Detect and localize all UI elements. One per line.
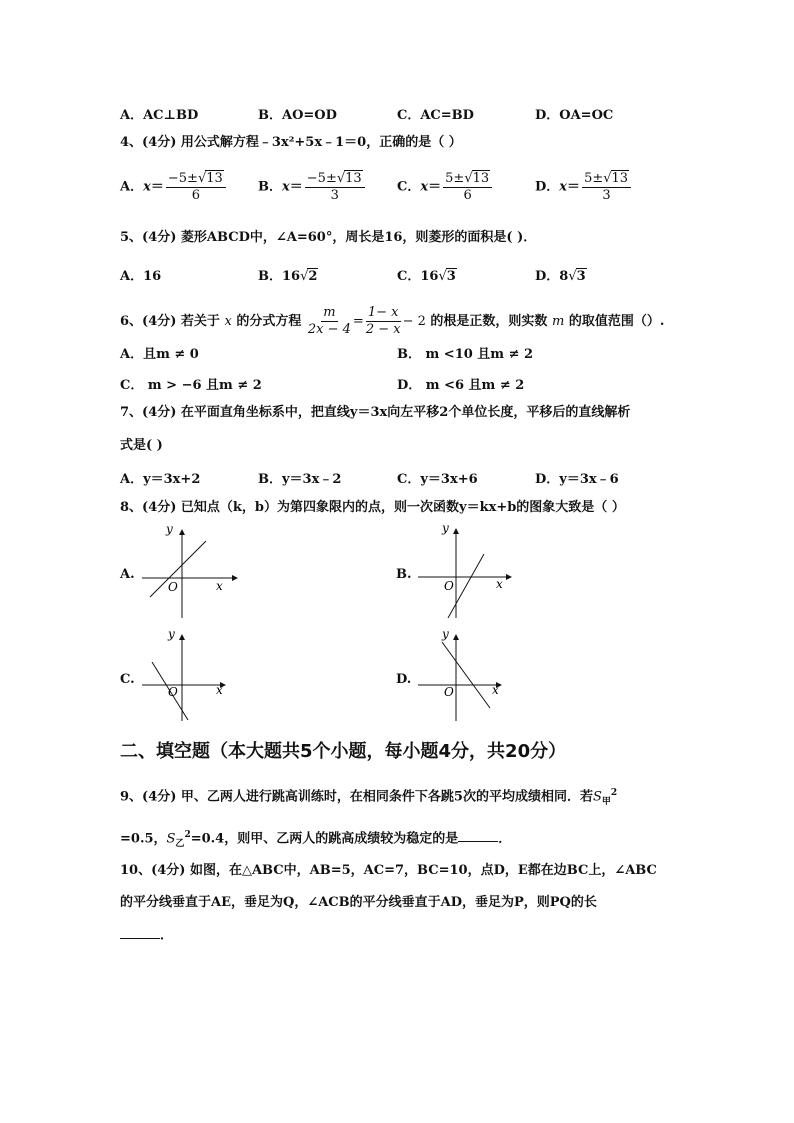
q4-option-a xyxy=(120,170,228,204)
q4-b-eq: ＝ xyxy=(289,179,303,195)
q6-frac1-num: m xyxy=(323,305,336,320)
q9-sub-yi: 乙 xyxy=(175,838,185,849)
q8-graph-b xyxy=(416,522,516,620)
q10-line3 xyxy=(120,926,173,945)
q9-sup-yi: 2 xyxy=(184,830,191,840)
q4-d-var: x xyxy=(559,179,568,195)
q4-c-den: 6 xyxy=(463,188,472,203)
q6-option-c: C． m > −6 且m ≠ 2 xyxy=(120,378,262,393)
q7-option-a: A．y＝3x+2 xyxy=(120,472,201,487)
q4-c-label: C． xyxy=(397,179,421,195)
q8-graph-a xyxy=(140,522,240,620)
q5-stem: 5、(4分) 菱形ABCD中，∠A=60°，周长是16，则菱形的面积是( )． xyxy=(120,230,537,245)
graph-b-y-label: y xyxy=(442,521,449,535)
q4-b-den: 3 xyxy=(330,188,339,203)
q10-end: ． xyxy=(160,928,174,943)
q3-option-a: A．AC⊥BD xyxy=(120,108,199,123)
q10-line1: 10、(4分) 如图，在△ABC中，AB=5，AC=7，BC=10，点D，E都在边BC上，∠ABC xyxy=(120,863,657,878)
graph-b-origin: O xyxy=(444,579,454,593)
q4-c-frac: $\frac{5\pm√13}{6}$ xyxy=(443,170,492,204)
q6-option-a: A．且m ≠ 0 xyxy=(120,347,199,362)
q8-option-a-label: A. xyxy=(120,567,135,582)
q9-s-yi: S xyxy=(166,831,176,847)
q9-sup-jia: 2 xyxy=(610,788,618,798)
q4-a-den: 6 xyxy=(191,188,200,203)
q4-c-eq: ＝ xyxy=(428,179,442,195)
q6-minus2: − 2 xyxy=(402,314,426,329)
q6-option-d: D． m <6 且m ≠ 2 xyxy=(397,378,525,393)
q4-d-den: 3 xyxy=(602,188,611,203)
q4-d-root: 13 xyxy=(611,171,629,186)
q5-c-label: C．16 xyxy=(397,269,439,284)
q3-option-c: C．AC=BD xyxy=(397,108,474,123)
q4-option-d xyxy=(535,170,633,204)
graph-d-origin: O xyxy=(444,685,454,699)
q5-option-a: A．16 xyxy=(120,269,162,284)
q6-stem xyxy=(120,305,664,338)
q7-option-c: C．y＝3x+6 xyxy=(397,472,478,487)
graph-d-y-label: y xyxy=(442,627,449,641)
q6-frac2-den: 2 − x xyxy=(365,322,401,337)
q6-frac1 xyxy=(308,305,351,338)
q6-mid: 的分式方程 xyxy=(236,314,302,329)
q10-answer-blank[interactable] xyxy=(120,926,160,939)
q4-a-root: 13 xyxy=(206,171,223,186)
graph-a-x-label: x xyxy=(216,579,223,593)
graph-a-origin: O xyxy=(168,580,178,594)
q7-option-b: B．y＝3x﹣2 xyxy=(258,472,342,487)
q5-b-label: B．16 xyxy=(258,269,301,284)
q6-frac2 xyxy=(366,305,401,338)
q4-a-frac: $\frac{-5\pm√13}{6}$ xyxy=(166,170,226,204)
section-heading-fill-blank: 二、填空题（本大题共5个小题，每小题4分，共20分） xyxy=(120,741,567,762)
q4-c-num: 5± xyxy=(445,171,465,186)
graph-d-x-label: x xyxy=(492,683,499,697)
q5-d-root: 3 xyxy=(576,269,586,284)
q4-b-frac: $\frac{-5\pm√13}{3}$ xyxy=(305,170,365,204)
q9-sub-jia: 甲 xyxy=(601,796,611,807)
q9-line2-b: =0.4，则甲、乙两人的跳高成绩较为稳定的是 xyxy=(190,831,459,847)
q10-line2: 的平分线垂直于AE，垂足为Q，∠ACB的平分线垂直于AD，垂足为P，则PQ的长 xyxy=(120,895,597,910)
q8-graph-c xyxy=(140,628,240,723)
q8-option-b-label: B. xyxy=(396,567,412,582)
q4-a-eq: ＝ xyxy=(150,179,164,195)
q8-graph-d xyxy=(416,628,516,723)
q9-line2-a: =0.5， xyxy=(120,831,167,847)
q4-d-num: 5± xyxy=(584,171,604,186)
q5-d-label: D．8 xyxy=(535,269,569,284)
q6-eq: = xyxy=(352,314,364,329)
q8-stem: 8、(4分) 已知点（k，b）为第四象限内的点，则一次函数y＝kx+b的图象大致是（ ） xyxy=(120,500,625,515)
q4-c-var: x xyxy=(420,179,429,195)
q5-option-c: C．16√3 xyxy=(397,269,456,284)
q9-end: ． xyxy=(498,831,512,847)
q5-b-root: 2 xyxy=(308,269,318,284)
q9-line1 xyxy=(120,784,617,811)
q4-a-var: x xyxy=(143,179,151,195)
q9-s-jia: S xyxy=(592,789,602,805)
q4-a-num: −5± xyxy=(167,171,198,186)
q5-option-d: D．8√3 xyxy=(535,269,586,284)
q5-option-b: B．16√2 xyxy=(258,269,318,284)
q6-end: 的取值范围（）. xyxy=(568,314,665,329)
q6-prefix: 6、(4分) 若关于 xyxy=(120,314,220,329)
q4-d-frac: $\frac{5\pm√13}{3}$ xyxy=(582,170,631,204)
graph-b-x-label: x xyxy=(496,577,503,591)
q6-frac2-num: 1− x xyxy=(367,305,399,320)
q6-suffix: 的根是正数，则实数 xyxy=(430,314,548,329)
q6-frac1-den: 2x − 4 xyxy=(307,322,351,337)
graph-c-y-label: y xyxy=(168,627,175,641)
q3-option-b: B．AO=OD xyxy=(258,108,337,123)
q6-option-b: B． m <10 且m ≠ 2 xyxy=(397,347,534,362)
q4-b-num: −5± xyxy=(306,171,337,186)
q4-c-root: 13 xyxy=(472,171,490,186)
q4-stem: 4、(4分) 用公式解方程﹣3x²+5x﹣1＝0，正确的是（ ） xyxy=(120,135,462,150)
q3-option-d: D．OA=OC xyxy=(535,108,614,123)
q7-line1: 7、(4分) 在平面直角坐标系中，把直线y＝3x向左平移2个单位长度，平移后的直线解析 xyxy=(120,405,631,420)
q4-option-b xyxy=(258,170,367,204)
q8-option-c-label: C. xyxy=(120,672,135,687)
q9-line1-text: 9、(4分) 甲、乙两人进行跳高训练时，在相同条件下各跳5次的平均成绩相同．若 xyxy=(120,789,593,805)
q4-d-eq: ＝ xyxy=(567,179,581,195)
q4-b-label: B． xyxy=(258,179,282,195)
q6-var-x: x xyxy=(224,314,232,329)
q6-var-m: m xyxy=(551,314,565,329)
q4-a-label: A． xyxy=(120,179,144,195)
q9-answer-blank[interactable] xyxy=(458,829,498,842)
q7-line2: 式是( ) xyxy=(120,438,163,453)
graph-c-origin: O xyxy=(168,685,178,699)
q8-option-d-label: D. xyxy=(396,672,412,687)
graph-a-y-label: y xyxy=(166,522,173,536)
q5-c-root: 3 xyxy=(446,269,456,284)
q7-option-d: D．y＝3x﹣6 xyxy=(535,472,619,487)
graph-c-x-label: x xyxy=(216,683,223,697)
q4-b-var: x xyxy=(282,179,290,195)
q9-line2 xyxy=(120,826,511,853)
q4-d-label: D． xyxy=(535,179,560,195)
q4-b-root: 13 xyxy=(345,171,362,186)
q4-option-c xyxy=(397,170,494,204)
